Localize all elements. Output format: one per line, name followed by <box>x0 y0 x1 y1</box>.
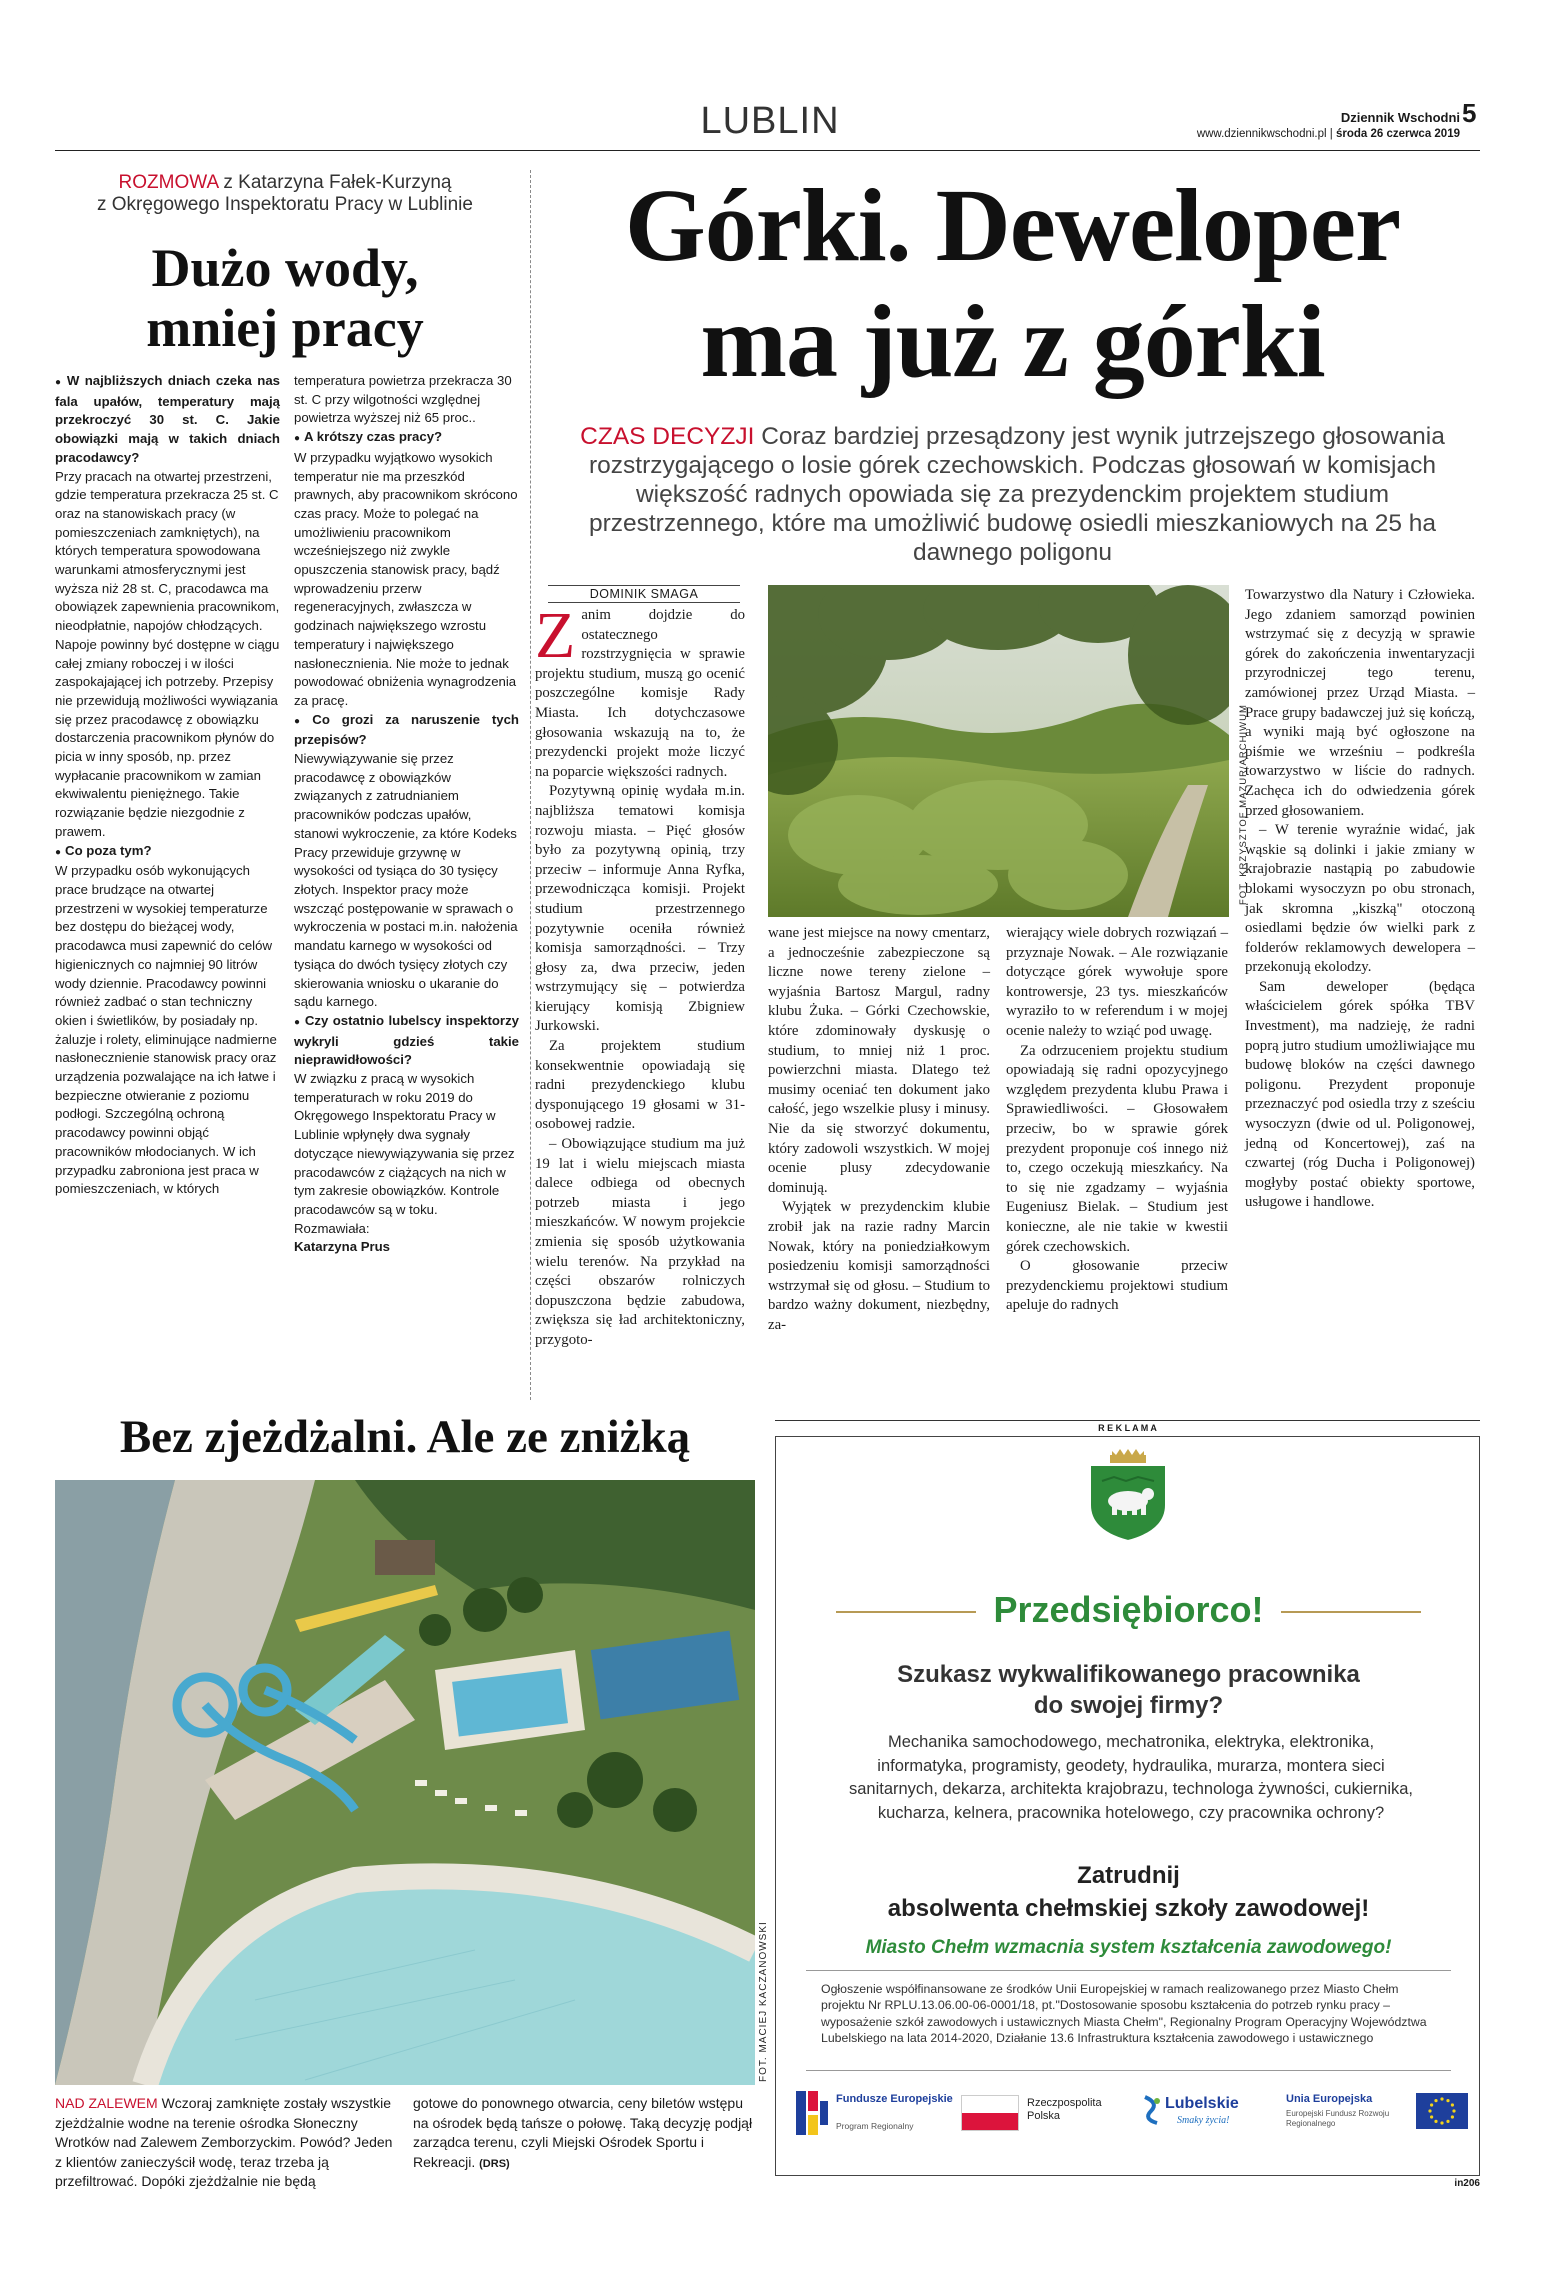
lead-text: Coraz bardziej przesądzony jest wynik jutrzejszego głosowania rozstrzygającego o losie górek czechowskich. Podczas głosowań w komisjach większość radnych opowiada się za prezydenckim projektem studium przestrzennego, które ma umożliwić budowę osiedli mieszkaniowych na 25 ha dawnego poligonu <box>588 423 1445 566</box>
logo-fundusze-europejskie <box>796 2087 956 2147</box>
interview-column-2 <box>294 372 519 1257</box>
ad-code: in206 <box>1454 2178 1480 2189</box>
main-col3-p1: wierający wiele dobrych rozwiązań – przyznaje Nowak. – Ale rozwiązanie dotyczące górek wywołuje spore kontrowersje, 23 tys. mieszkańców wyraziło to w referendum i w mojej ocenie należy to wziąć pod uwagę. <box>1006 925 1228 1039</box>
logo4-title: Unia Europejska <box>1286 2093 1373 2105</box>
water-park-photo <box>55 1480 755 2085</box>
fundusze-europejskie-icon <box>796 2091 828 2135</box>
bullet-icon: ● <box>294 433 301 445</box>
ad-cta <box>796 1859 1461 1925</box>
bottom-story-text-left <box>55 2094 395 2192</box>
meadow-photo-image <box>768 585 1229 917</box>
ad-heading: Przedsiębiorco! <box>993 1589 1264 1630</box>
logo3-sub: Smaky życia! <box>1177 2115 1230 2126</box>
main-col4-p2: – W terenie wyraźnie widać, jak wąskie są dolinki i jakie zmiany w krajobrazie nastąpią po zabudowie blokami wysoczyzn po obu stronach, jak skromna „kiszką" otoczoną osiedlami będzie ów wielki park z folderów reklamowych dewelopera – przekonują ekolodzy. <box>1245 822 1475 976</box>
dropcap: Z <box>535 599 576 672</box>
main-col2-p2: Wyjątek w prezydenckim klubie zrobił jak na razie radny Marcin Nowak, który na poniedziałkowym posiedzeniu komisji samorządności wstrzymał się od głosu. – Studium to bardzo ważny dokument, niezbędny, za- <box>768 1199 990 1333</box>
interview-column-1 <box>55 372 280 1199</box>
interview-answer: Rozmawiała: <box>294 1220 370 1236</box>
interview-answer: temperatura powietrza przekracza 30 st. C przy wilgotności względnej powietrza wyższej niż 65 proc.. <box>294 373 512 426</box>
interview-question-text: Co poza tym? <box>65 842 152 858</box>
main-column-1 <box>535 599 745 1351</box>
paper-name: Dziennik Wschodni <box>1340 110 1460 125</box>
interview-answer: Przy pracach na otwartej przestrzeni, gdzie temperatura przekracza 25 st. C oraz na stanowiskach pracy (w pomieszczeniach zamkniętych), na których temperatura spowodowana warunkami atmosferycznymi jest wyższa niż 28 st. C, pracodawca ma obowiązek zapewnienia pracownikom, nieodpłatnie, napojów chłodzących. Napoje powinny być dostępne w ciągu całej zmiany roboczej i w ilości zaspokajającej ich potrzeby. Przepisy nie przewidują możliwości wywiązania się przez pracodawcę z obowiązku dostarczenia pracownikom płynów do picia w inny sposób, np. przez wypłacanie pracownikom w zamian ekwiwalentu pieniężnego. Takie rozwiązanie będzie niezgodnie z prawem. <box>55 468 280 839</box>
main-column-4 <box>1245 586 1475 1213</box>
main-headline-line1: Górki. Deweloper <box>624 168 1401 283</box>
chelm-coat-of-arms-icon <box>1082 1447 1174 1543</box>
bullet-icon: ● <box>55 377 63 388</box>
ad-box <box>775 1436 1480 2176</box>
section-title: LUBLIN <box>700 100 840 142</box>
interview-question <box>294 1012 519 1070</box>
ad-question <box>796 1659 1461 1721</box>
main-headline-line2: ma już z górki <box>700 284 1325 399</box>
bottom-story-title: Bez zjeżdżalni. Ale ze zniżką <box>119 1411 691 1463</box>
bullet-icon: ● <box>55 846 62 858</box>
bullet-icon: ● <box>294 715 309 727</box>
bottom-story-text-right <box>413 2094 755 2174</box>
interview-question-text: W najbliższych dniach czeka nas fala upałów, temperatury mają przekroczyć 30 st. C. Jakie obowiązki mają w takich dniach pracodawcy? <box>55 373 280 465</box>
interview-question-text: A krótszy czas pracy? <box>304 429 443 445</box>
main-lead <box>555 422 1470 567</box>
water-park-photo-credit: FOT. MACIEJ KACZANOWSKI <box>758 1921 769 2082</box>
main-col4-p3: Sam deweloper (będąca właścicielem górek spółka TBV Investment), ma nadzieję, że radni poprą jutro studium umożliwiające mu budowę bloków na części dawnego poligonu. Prezydent proponuje przeznaczyć pod osiedla trzy z sześciu wysoczyzn (dwie od ul. Poligonowej, jedną od Koncertowej), zaś na czwartej (róg Ducha i Poligonowej) mogłyby postać obiekty sportowe, usługowe i handlowe. <box>1245 978 1475 1211</box>
main-col4-p1: Towarzystwo dla Natury i Człowieka. Jego zdaniem samorząd powinien wstrzymać się z decyzją w sprawie górek do zakończenia inwentaryzacji przyrodniczej tego terenu, zamówionej przez Urząd Miasta. – Prace grupy badawczej już się kończą, a wyniki mają być ogłoszone na piśmie we wrześniu – podkreśla towarzystwo w liście do radnych. Zachęca ich do odwiedzenia górek przed głosowaniem. <box>1245 587 1475 819</box>
lubelskie-icon <box>1141 2095 1163 2125</box>
bullet-icon: ● <box>294 1016 301 1028</box>
logo1-sub: Program Regionalny <box>836 2121 914 2131</box>
bottom-story-text-right-body: gotowe do ponownego otwarcia, ceny biletów wstępu na ośrodek będą tańsze o połowę. Taką decyzję podjął zarządca terenu, czyli Miejski Ośrodek Sportu i Rekreacji. <box>413 2095 753 2170</box>
header-rule <box>55 150 1480 151</box>
main-column-2 <box>768 924 990 1335</box>
ad-slogan: Miasto Chełm wzmacnia system kształcenia zawodowego! <box>865 1937 1392 1958</box>
ad-cta-line2: absolwenta chełmskiej szkoły zawodowej! <box>887 1895 1370 1922</box>
interviewer-name: Katarzyna Prus <box>294 1239 391 1255</box>
interview-question <box>294 711 519 750</box>
interview-answer: W przypadku wyjątkowo wysokich temperatur nie ma przeszkód prawnych, aby pracownikom skrócono czas pracy. Może to polegać na umożliwieniu pracownikom wcześniejszego niż zwykle opuszczenia stanowisk pracy, bądź wprowadzeniu przerw regeneracyjnych, zwłaszcza w godzinach największego wzrostu temperatury i największego nasłonecznienia. Nie może to jednak powodować obniżenia wynagrodzenia za pracę. <box>294 449 518 708</box>
logo1-title: Fundusze Europejskie <box>836 2093 953 2105</box>
ad-question-line2: do swojej firmy? <box>1033 1692 1224 1719</box>
interview-kicker-label: ROZMOWA <box>118 172 219 193</box>
meadow-photo-credit: FOT. KRZYSZTOF MAZUR/ARCHIWUM <box>1238 704 1249 905</box>
logo-rzeczpospolita <box>961 2087 1131 2147</box>
bottom-story-kicker: NAD ZALEWEM <box>55 2095 158 2111</box>
main-col2-p1: wane jest miejsce na nowy cmentarz, a jednocześnie zabezpieczone są liczne nowe tereny zielone – wyjaśnia Bartosz Margul, radny klubu Żuka. – Górki Czechowskie, które zdominowały dyskusję o studium, to mniej niż 1 proc. powierzchni miasta. Dlatego też musimy oceniać ten dokument jako całość, jego wszelkie plusy i minusy. Nie da się stworzyć dokumentu, który zadowoli wszystkich. W mojej ocenie plusy zdecydowanie dominują. <box>768 925 990 1196</box>
polish-flag-icon <box>961 2095 1019 2131</box>
interview-answer: W związku z pracą w wysokich temperaturach w roku 2019 do Okręgowego Inspektoratu Pracy w Lublinie wpłynęły dwa sygnały dotyczące niewywiązywania się przez pracodawców z ciążących na nich w tym zakresie obowiązków. Kontrole pracodawców są w toku. <box>294 1071 515 1217</box>
logo2-title: Rzeczpospolita Polska <box>1027 2097 1102 2122</box>
interview-title-line1: Dużo wody, <box>151 238 419 298</box>
issue-date: środa 26 czerwca 2019 <box>1335 128 1460 140</box>
interview-question <box>55 372 280 468</box>
logo3-title: Lubelskie <box>1165 2095 1239 2112</box>
main-col1-p2: Za projektem studium konsekwentnie opowiadają się radni prezydenckiego klubu dysponującego 19 głosami w 31-osobowej radzie. <box>535 1038 745 1133</box>
main-col1-first: anim dojdzie do ostatecznego rozstrzygnięcia w sprawie projektu studium, muszą go ocenić poszczególne komisje Rady Miasta. Ich dotychczasowe głosowania wskazują na to, że prezydencki projekt może liczyć na poparcie większości radnych. <box>535 607 745 780</box>
main-col1-p1: Pozytywną opinię wydała m.in. najbliższa tematowi komisja rozwoju miasta. – Pięć głosów było za pozytywną opinią, trzy przeciw – informuje Anna Ryfka, przewodnicząca komisji. Projekt studium przestrzennego pozytywnie oceniła również komisja samorządności. – Trzy głosy za, dwa przeciw, jeden wstrzymujący się – potwierdza kierujący komisją Zbigniew Jurkowski. <box>535 783 745 1035</box>
interview-kicker-line2: z Okręgowego Inspektoratu Pracy w Lublinie <box>97 194 473 215</box>
main-headline <box>545 168 1480 400</box>
bottom-story-signature: (DRS) <box>479 2157 510 2170</box>
ad-separator <box>806 1970 1451 1971</box>
ad-label: R E K L A M A <box>1098 1423 1157 1433</box>
heading-rule-left <box>836 1611 976 1613</box>
main-col3-p3: O głosowanie przeciw prezydenckiemu projektowi studium apeluje do radnych <box>1006 1258 1228 1314</box>
water-park-photo-image <box>55 1480 755 2085</box>
interview-question-text: Co grozi za naruszenie tych przepisów? <box>294 711 519 748</box>
interview-question-text: Czy ostatnio lubelscy inspektorzy wykryli gdzieś takie nieprawidłowości? <box>294 1012 519 1068</box>
column-divider <box>530 170 531 1400</box>
ad-cta-line1: Zatrudnij <box>1077 1862 1180 1889</box>
main-col1-p3: – Obowiązujące studium ma już 19 lat i wielu miejscach miasta dalece odbiega od obecnych potrzeb miasta i jego mieszkańców. W nowym projekcie zmienia się sposób użytkowania wielu terenów. Na przykład na części obszarów rolniczych dopuszczona będzie zabudowa, zwiększa się ład architektoniczny, przygoto- <box>535 1136 745 1348</box>
interview-kicker-rest: z Katarzyna Fałek-Kurzyną <box>223 172 452 193</box>
ad-professions: Mechanika samochodowego, mechatronika, elektryka, elektronika, informatyka, programisty, geodety, hydraulika, murarza, montera sieci sanitarnych, dekarza, architekta krajobrazu, technologa żywności, cukiernika, kucharza, kelnera, pracownika hotelowego, czy pracownika ochrony? <box>848 1733 1414 1822</box>
interview-answer: W przypadku osób wykonujących prace brudzące na otwartej przestrzeni w wysokiej temperaturze bez dostępu do bieżącej wody, pracodawca musi zapewnić do celów higienicznych co najmniej 90 litrów wody dziennie. Pracodawcy powinni również zadbać o stan techniczny okien i świetlików, by posiadały np. żaluzje i rolety, eliminujące nadmierne nasłonecznienie stanowisk pracy oraz urządzenia pozwalające na ich łatwe i bezpieczne otwieranie z poziomu podłogi. Szczególną ochroną pracodawcy powinni objąć pracowników młodocianych. W ich przypadku zabroniona jest praca w pomieszczeniach, w których <box>55 863 277 1197</box>
eu-flag-icon <box>1416 2093 1468 2129</box>
page-number: 5 <box>1462 98 1477 128</box>
bottom-story-text-left-body: Wczoraj zamknięte zostały wszystkie zjeżdżalnie wodne na terenie ośrodka Słoneczny Wrotków nad Zalewem Zemborzyckim. Powód? Jeden z klientów zanieczyścił wodę, teraz trzeba ją przefiltrować. Dopóki zjeżdżalnie nie będą <box>55 2095 393 2189</box>
interview-question <box>294 428 519 449</box>
interview-title <box>55 238 515 358</box>
ad-logos-rule <box>806 2070 1451 2071</box>
interview-title-line2: mniej pracy <box>146 298 424 358</box>
interview-answer: Niewywiązywanie się przez pracodawcę z obowiązków związanych z zatrudnianiem pracowników podczas upałów, stanowi wykroczenie, za które Kodeks Pracy przewiduje grzywnę w wysokości od tysiąca do 30 tysięcy złotych. Inspektor pracy może wszcząć postępowanie w sprawach o wykroczenia w postaci m.in. nałożenia mandatu karnego w wysokości od tysiąca do dwóch tysięcy złotych czy skierowania wniosku o ukaranie do sądu karnego. <box>294 751 518 1010</box>
interview-kicker <box>55 172 515 216</box>
logo-lubelskie <box>1141 2087 1281 2147</box>
main-column-3 <box>1006 924 1228 1316</box>
website-and-date: www.dziennikwschodni.pl | środa 26 czerwca 2019 <box>1196 128 1460 140</box>
ad-funding-note: Ogłoszenie współfinansowane ze środków Unii Europejskiej w ramach realizowanego przez Miasto Chełm projektu Nr RPLU.13.06.00-06-0001/18, pt."Dostosowanie sposobu kształcenia do potrzeb rynku pracy – wyposażenie szkół zawodowych i ustawicznych Miasta Chełm", Regionalny Program Operacyjny Województwa Lubelskiego na lata 2014-2020, Działanie 13.6 Infrastruktura kształcenia zawodowego i ustawicznego <box>821 1982 1427 2045</box>
logo-unia-europejska <box>1286 2087 1476 2147</box>
main-col3-p2: Za odrzuceniem projektu studium opowiadają się radni opozycyjnego względem prezydenta klubu Prawa i Sprawiedliwości. – Głosowałem przeciw, bo w sprawie górek prezydent proponuje coś innego niż to, czego oczekują mieszkańcy. Na to się nie zgadzamy – wyjaśnia Eugeniusz Bielak. – Studium jest konieczne, ale nie takie w kwestii górek czechowskich. <box>1006 1042 1228 1255</box>
heading-rule-right <box>1281 1611 1421 1613</box>
lead-kicker: CZAS DECYZJI <box>580 423 755 450</box>
interview-question <box>55 842 280 863</box>
website[interactable]: www.dziennikwschodni.pl <box>1196 128 1327 140</box>
byline: DOMINIK SMAGA <box>548 585 740 603</box>
ad-question-line1: Szukasz wykwalifikowanego pracownika <box>897 1661 1360 1688</box>
meadow-photo <box>768 585 1229 917</box>
logo4-sub: Europejski Fundusz Rozwoju Regionalnego <box>1286 2109 1390 2128</box>
ad-top-rule <box>775 1420 1480 1421</box>
